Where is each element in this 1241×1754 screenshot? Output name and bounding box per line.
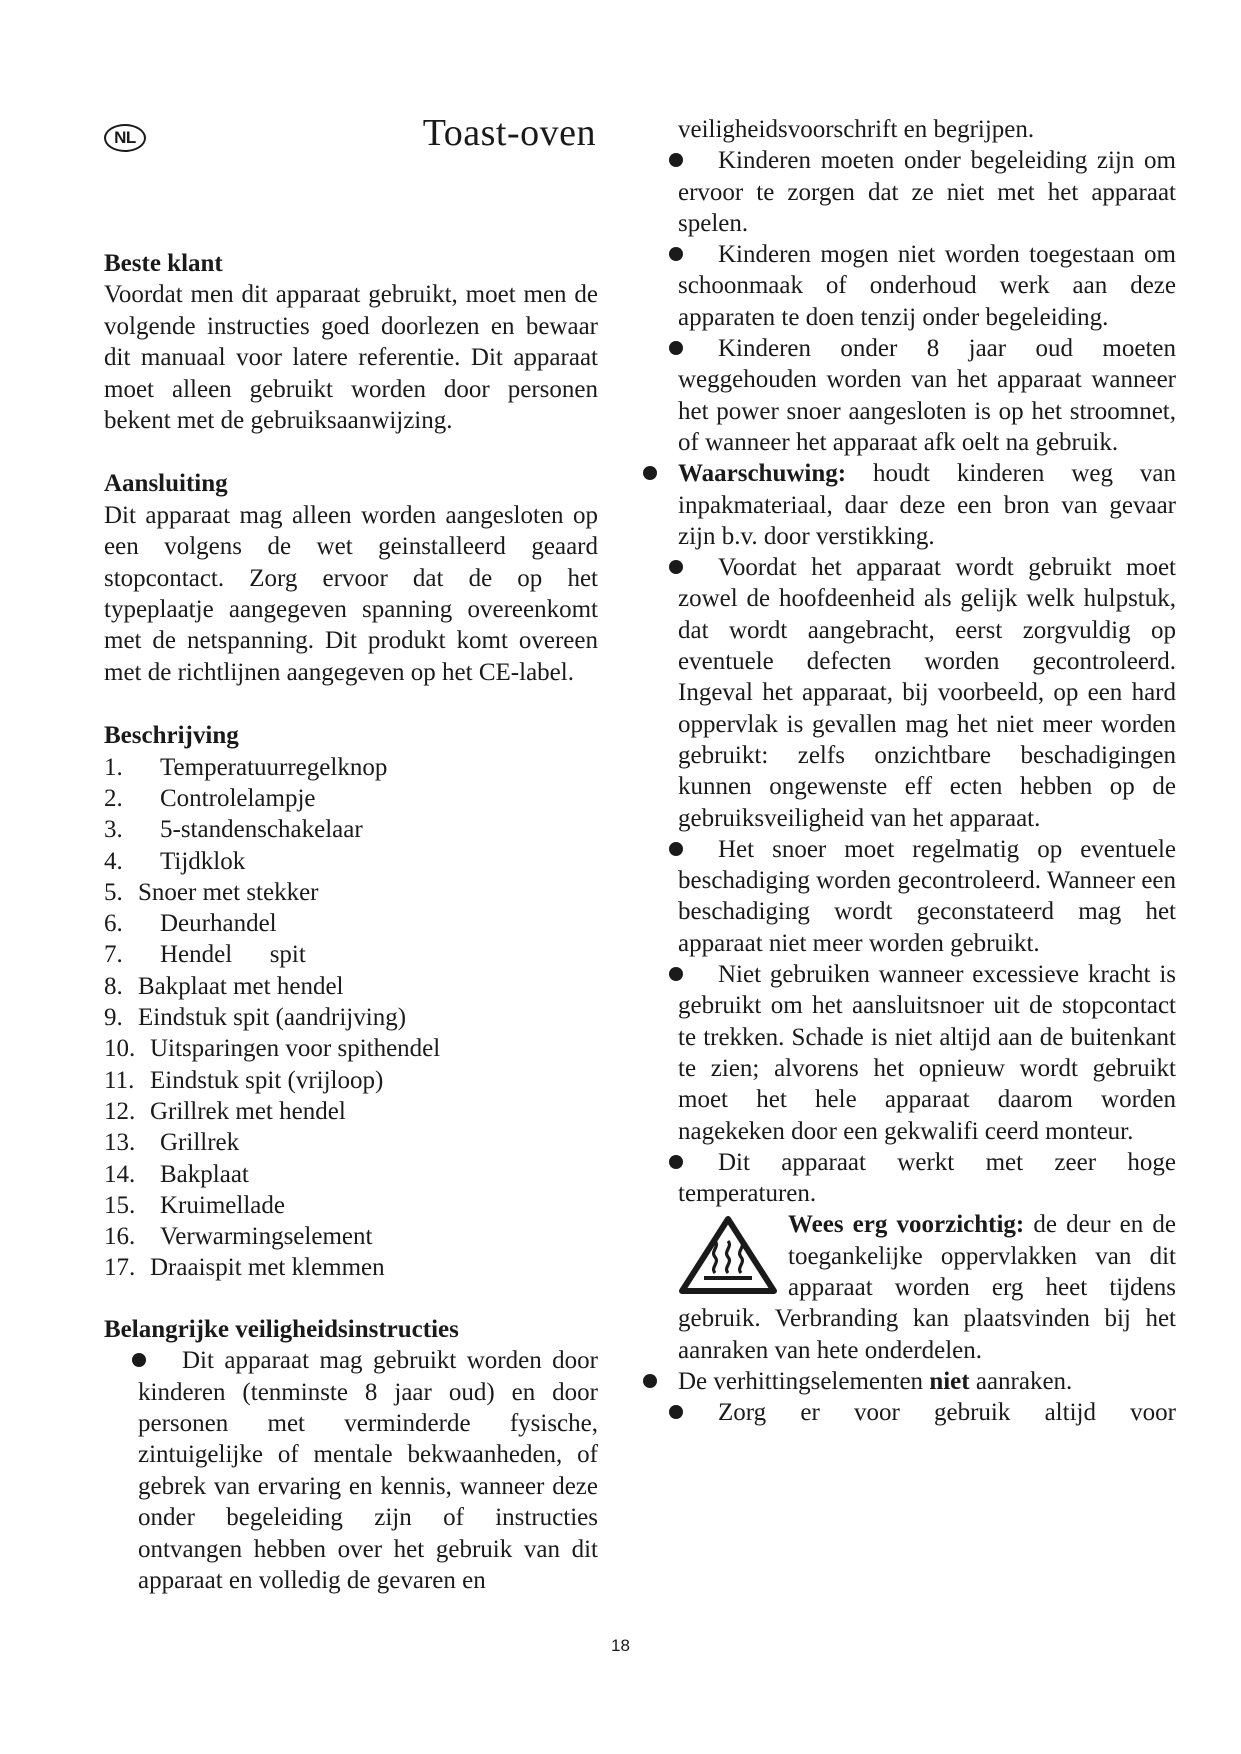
item-label: Bakplaat [160, 1160, 249, 1188]
bullet-text: aanraken. [975, 1367, 1073, 1395]
list-item [678, 333, 1176, 458]
item-number: 17. [104, 1254, 136, 1282]
list-item [104, 939, 598, 970]
hot-surface-warning-icon [678, 1215, 778, 1295]
parts-list [104, 752, 598, 1284]
bullet-icon [669, 341, 683, 355]
language-badge-label: NL [114, 128, 136, 147]
item-label: Controlelampje [160, 784, 316, 812]
list-item [104, 846, 598, 877]
item-number: 3. [104, 816, 123, 844]
item-number: 6. [104, 910, 123, 938]
list-item [104, 1221, 598, 1252]
list-item [678, 239, 1176, 333]
item-number: 13. [104, 1129, 136, 1157]
list-item [104, 1345, 598, 1596]
list-item [104, 971, 598, 1002]
left-column [104, 248, 598, 1596]
item-label: Draaispit met klemmen [150, 1254, 385, 1282]
safety-bullets-end [678, 1366, 1176, 1429]
item-number: 8. [104, 972, 123, 1000]
bullet-text: houdt kinderen weg van inpakmateriaal, daar deze een bron van gevaar zijn b.v. door verstikking. [678, 460, 1176, 550]
item-label: Grillrek [160, 1129, 240, 1157]
description-section [104, 720, 598, 1283]
item-label: Verwarmingselement [160, 1223, 373, 1251]
bullet-text: Het snoer moet regelmatig op eventuele beschadiging worden gecontroleerd. Wanneer een beschadiging wordt geconstateerd mag het apparaat niet meer worden gebruikt. [678, 835, 1177, 957]
list-item [678, 1397, 1176, 1428]
bullet-text: Kinderen onder 8 jaar oud moeten weggehouden worden van het apparaat wanneer het power snoer aangesloten is op het stroomnet, of wanneer het apparaat afk oelt na gebruik. [678, 335, 1176, 456]
item-number: 11. [104, 1066, 135, 1094]
item-number: 12. [104, 1097, 136, 1125]
list-item [104, 783, 598, 814]
greeting-section [104, 248, 598, 436]
item-label: 5-standenschakelaar [160, 816, 363, 844]
list-item [678, 834, 1176, 959]
language-badge [104, 124, 146, 152]
greeting-heading: Beste klant [104, 250, 223, 277]
list-item [104, 752, 598, 783]
list-item [104, 1159, 598, 1190]
safety-bullets-continued [678, 145, 1176, 1209]
item-label: Bakplaat met hendel [138, 972, 344, 1000]
connection-section [104, 468, 598, 688]
item-number: 4. [104, 847, 123, 875]
continuation-text: veiligheidsvoorschrift en begrijpen. [678, 116, 1035, 143]
bullet-icon [669, 967, 683, 981]
connection-text: Dit apparaat mag alleen worden aangesloten op een volgens de wet geinstalleerd geaard stopcontact. Zorg ervoor dat de op het typeplaatje aangegeven spanning overeenkomt met de netspanning. Dit produkt komt overeen met de richtlijnen aangegeven op het CE-label. [104, 501, 598, 686]
list-item [104, 1096, 598, 1127]
item-number: 14. [104, 1160, 136, 1188]
bullet-text: Zorg er voor gebruik altijd voor [718, 1399, 1176, 1427]
hot-surface-warning [678, 1209, 1176, 1365]
bullet-text: Dit apparaat werkt met zeer hoge temperaturen. [678, 1148, 1176, 1208]
warning-label: Wees erg voorzichtig: [788, 1211, 1025, 1239]
greeting-text: Voordat men dit apparaat gebruikt, moet men de volgende instructies goed doorlezen en bewaar dit manuaal voor latere referentie. Dit apparaat moet alleen gebruikt worden door personen bekent met de gebruiksaanwijzing. [104, 281, 598, 435]
list-item [104, 877, 598, 908]
description-heading: Beschrijving [104, 722, 239, 750]
warning-text: de deur en de toegankelijke oppervlakken van dit apparaat worden erg heet tijdens gebruik. Verbranding kan plaatsvinden bij het aanraken van hete onderdelen. [678, 1211, 1177, 1364]
bullet-text: Kinderen mogen niet worden toegestaan om schoonmaak of onderhoud werk aan deze apparaten te doen tenzij onder begeleiding. [678, 241, 1176, 331]
item-label: Grillrek met hendel [150, 1097, 346, 1125]
bullet-text: Kinderen moeten onder begeleiding zijn om ervoor te zorgen dat ze niet met het apparaat spelen. [678, 147, 1176, 237]
item-label: Eindstuk spit (vrijloop) [150, 1066, 384, 1094]
page-number: 18 [611, 1636, 630, 1655]
list-item [104, 1252, 598, 1283]
bullet-text-bold: niet [929, 1367, 970, 1395]
item-label: Snoer met stekker [138, 878, 319, 906]
bullet-icon [643, 466, 657, 480]
bullet-text: Niet gebruiken wanneer excessieve kracht is gebruikt om het aansluitsnoer uit de stopcontact te trekken. Schade is niet altijd aan de buitenkant te zien; alvorens het opnieuw wordt gebruikt moet het hele apparaat daarom worden nagekeken door een gekwalifi ceerd monteur. [678, 961, 1176, 1145]
item-number: 7. [104, 941, 123, 969]
list-item [678, 458, 1176, 552]
list-item [104, 1127, 598, 1158]
list-item [678, 959, 1176, 1147]
connection-heading: Aansluiting [104, 470, 228, 498]
bullet-icon [669, 247, 683, 261]
bullet-icon [643, 1374, 657, 1388]
right-column [678, 114, 1176, 1428]
list-item [104, 814, 598, 845]
item-number: 9. [104, 1004, 123, 1032]
item-label: Temperatuurregelknop [160, 753, 388, 781]
list-item [104, 908, 598, 939]
list-item [104, 1190, 598, 1221]
bullet-icon [669, 560, 683, 574]
list-item [104, 1002, 598, 1033]
bullet-icon [132, 1353, 146, 1367]
item-label: Kruimellade [160, 1191, 285, 1219]
item-number: 15. [104, 1191, 136, 1219]
list-item [104, 1033, 598, 1064]
item-number: 16. [104, 1223, 136, 1251]
bullet-icon [669, 842, 683, 856]
item-label: Tijdklok [160, 847, 246, 875]
safety-bullets [104, 1345, 598, 1596]
item-number: 2. [104, 784, 123, 812]
safety-section [104, 1314, 598, 1597]
bullet-text: Voordat het apparaat wordt gebruikt moet zowel de hoofdeenheid als gelijk welk hulpstuk, dat wordt aangebracht, eerst zorgvuldig op eventuele defecten worden gecontroleerd. Ingeval het apparaat, bij voorbeeld, op een hard oppervlak is gevallen mag het niet meer worden gebruikt: zelfs onzichtbare beschadigingen kunnen ongewenste eff ecten hebben op de gebruiksveiligheid van het apparaat. [678, 554, 1176, 832]
item-number: 5. [104, 878, 123, 906]
list-item [678, 1147, 1176, 1210]
list-item [678, 145, 1176, 239]
bullet-text: De verhittingselementen [678, 1367, 924, 1395]
bullet-icon [669, 1155, 683, 1169]
bullet-icon [669, 153, 683, 167]
item-label: Hendel spit [160, 941, 306, 969]
page-title: Toast-oven [422, 112, 596, 154]
item-label: Eindstuk spit (aandrijving) [138, 1004, 407, 1032]
list-item [678, 1366, 1176, 1397]
bullet-icon [669, 1405, 683, 1419]
warning-label: Waarschuwing: [678, 460, 847, 488]
bullet-text: Dit apparaat mag gebruikt worden door kinderen (tenminste 8 jaar oud) en door personen met verminderde fysische, zintuigelijke of mentale bekwaanheden, of gebrek van ervaring en kennis, wanneer deze onder begeleiding zijn of instructies ontvangen hebben over het gebruik van dit apparaat en volledig de gevaren en [138, 1347, 598, 1594]
list-item [678, 552, 1176, 834]
item-label: Uitsparingen voor spithendel [150, 1035, 441, 1063]
safety-heading: Belangrijke veiligheidsinstructies [104, 1315, 459, 1343]
list-item [104, 1065, 598, 1096]
item-number: 1. [104, 753, 123, 781]
item-label: Deurhandel [160, 910, 277, 938]
item-number: 10. [104, 1035, 136, 1063]
